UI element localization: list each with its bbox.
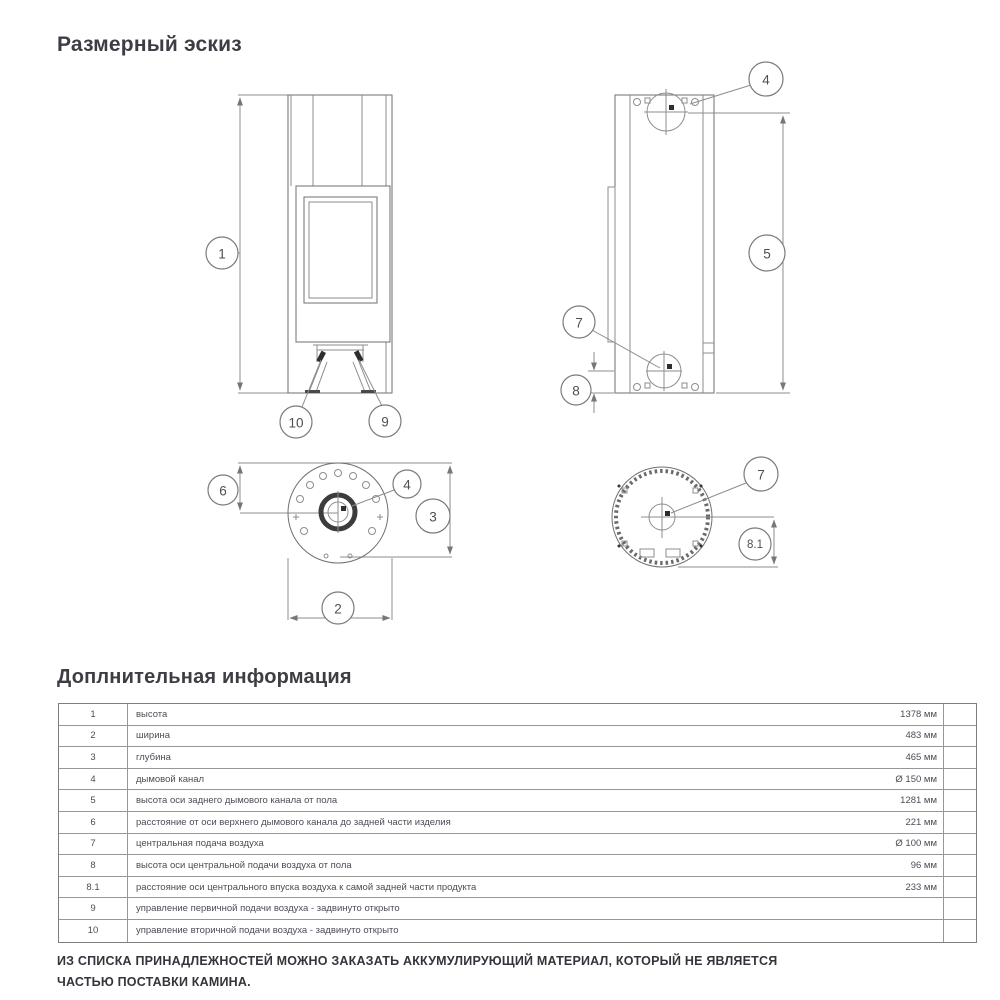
- svg-text:10: 10: [288, 415, 304, 431]
- row-label: расстояние оси центрального впуска воздуха к самой задней части продукта: [136, 881, 477, 893]
- callout-8-central-air-height: [561, 375, 591, 405]
- row-number: 3: [59, 747, 128, 768]
- callout-2-width: [322, 592, 354, 624]
- table-row: [59, 855, 976, 877]
- row-number: 9: [59, 898, 128, 919]
- row-label: центральная подача воздуха: [136, 838, 264, 850]
- callout-1-height: [206, 237, 240, 269]
- callout-6-flue-offset: [208, 475, 238, 505]
- row-end-spacer: [944, 747, 976, 768]
- row-value: 1378 мм: [900, 708, 937, 720]
- row-end-spacer: [944, 877, 976, 898]
- front-view: [238, 95, 392, 393]
- svg-text:9: 9: [381, 414, 389, 430]
- footer-note-line2: ЧАСТЬЮ ПОСТАВКИ КАМИНА.: [57, 975, 251, 989]
- callout-4-flue: [690, 62, 783, 104]
- row-end-spacer: [944, 812, 976, 833]
- row-end-spacer: [944, 790, 976, 811]
- svg-text:7: 7: [575, 315, 583, 331]
- table-row: [59, 877, 976, 899]
- row-number: 5: [59, 790, 128, 811]
- row-end-spacer: [944, 855, 976, 876]
- callout-3-depth: [416, 499, 450, 533]
- svg-text:4: 4: [762, 72, 770, 88]
- svg-text:3: 3: [429, 509, 437, 525]
- page-title: Размерный эскиз: [57, 33, 242, 56]
- row-label: ширина: [136, 730, 171, 742]
- row-label: глубина: [136, 751, 171, 763]
- row-label: управление вторичной подачи воздуха - задвинуто открыто: [136, 925, 399, 937]
- row-number: 1: [59, 704, 128, 725]
- callout-9-primary-air: [359, 360, 401, 437]
- footer-note-line1: ИЗ СПИСКА ПРИНАДЛЕЖНОСТЕЙ МОЖНО ЗАКАЗАТЬ АККУМУЛИРУЮЩИЙ МАТЕРИАЛ, КОТОРЫЙ НЕ ЯВЛЯЕТСЯ: [57, 954, 778, 968]
- callout-7-central-air-bottom: [671, 457, 778, 513]
- table-row: [59, 834, 976, 856]
- callout-10-secondary-air: [280, 360, 321, 438]
- row-end-spacer: [944, 704, 976, 725]
- svg-text:1: 1: [218, 246, 226, 262]
- svg-text:7: 7: [757, 467, 765, 483]
- svg-text:8: 8: [572, 383, 580, 399]
- row-value: Ø 100 мм: [895, 838, 937, 850]
- callout-5-flue-height: [749, 235, 785, 271]
- table-row: [59, 747, 976, 769]
- table-row: [59, 790, 976, 812]
- row-number: 7: [59, 834, 128, 855]
- row-label: расстояние от оси верхнего дымового канала до задней части изделия: [136, 816, 451, 828]
- row-number: 6: [59, 812, 128, 833]
- row-number: 10: [59, 920, 128, 942]
- row-label: высота оси центральной подачи воздуха от пола: [136, 859, 352, 871]
- row-end-spacer: [944, 726, 976, 747]
- table-row: [59, 704, 976, 726]
- section-title-additional-info: Доплнительная информация: [57, 666, 352, 688]
- row-number: 4: [59, 769, 128, 790]
- row-value: 483 мм: [905, 730, 937, 742]
- row-end-spacer: [944, 898, 976, 919]
- row-value: 1281 мм: [900, 795, 937, 807]
- svg-text:6: 6: [219, 483, 227, 499]
- svg-text:4: 4: [403, 477, 411, 493]
- svg-text:8.1: 8.1: [747, 539, 763, 551]
- footer-note: [57, 951, 977, 993]
- table-row: [59, 726, 976, 748]
- row-value: 465 мм: [905, 751, 937, 763]
- table-row: [59, 898, 976, 920]
- row-label: дымовой канал: [136, 773, 205, 785]
- row-number: 8.1: [59, 877, 128, 898]
- svg-text:5: 5: [763, 246, 771, 262]
- dimensions-table: [58, 703, 977, 943]
- row-label: высота оси заднего дымового канала от пола: [136, 795, 338, 807]
- row-label: высота: [136, 708, 168, 720]
- table-row: [59, 920, 976, 942]
- row-end-spacer: [944, 769, 976, 790]
- row-number: 2: [59, 726, 128, 747]
- callout-7-central-air: [563, 306, 660, 368]
- row-value: Ø 150 мм: [895, 773, 937, 785]
- callout-8-1-central-air-offset: [739, 528, 771, 560]
- row-label: управление первичной подачи воздуха - задвинуто открыто: [136, 903, 400, 915]
- row-value: 233 мм: [905, 881, 937, 893]
- row-value: 96 мм: [910, 859, 937, 871]
- row-end-spacer: [944, 834, 976, 855]
- table-row: [59, 769, 976, 791]
- row-value: 221 мм: [905, 816, 937, 828]
- table-row: [59, 812, 976, 834]
- row-number: 8: [59, 855, 128, 876]
- svg-text:2: 2: [334, 601, 342, 617]
- row-end-spacer: [944, 920, 976, 942]
- secondary-air-control: [316, 351, 326, 363]
